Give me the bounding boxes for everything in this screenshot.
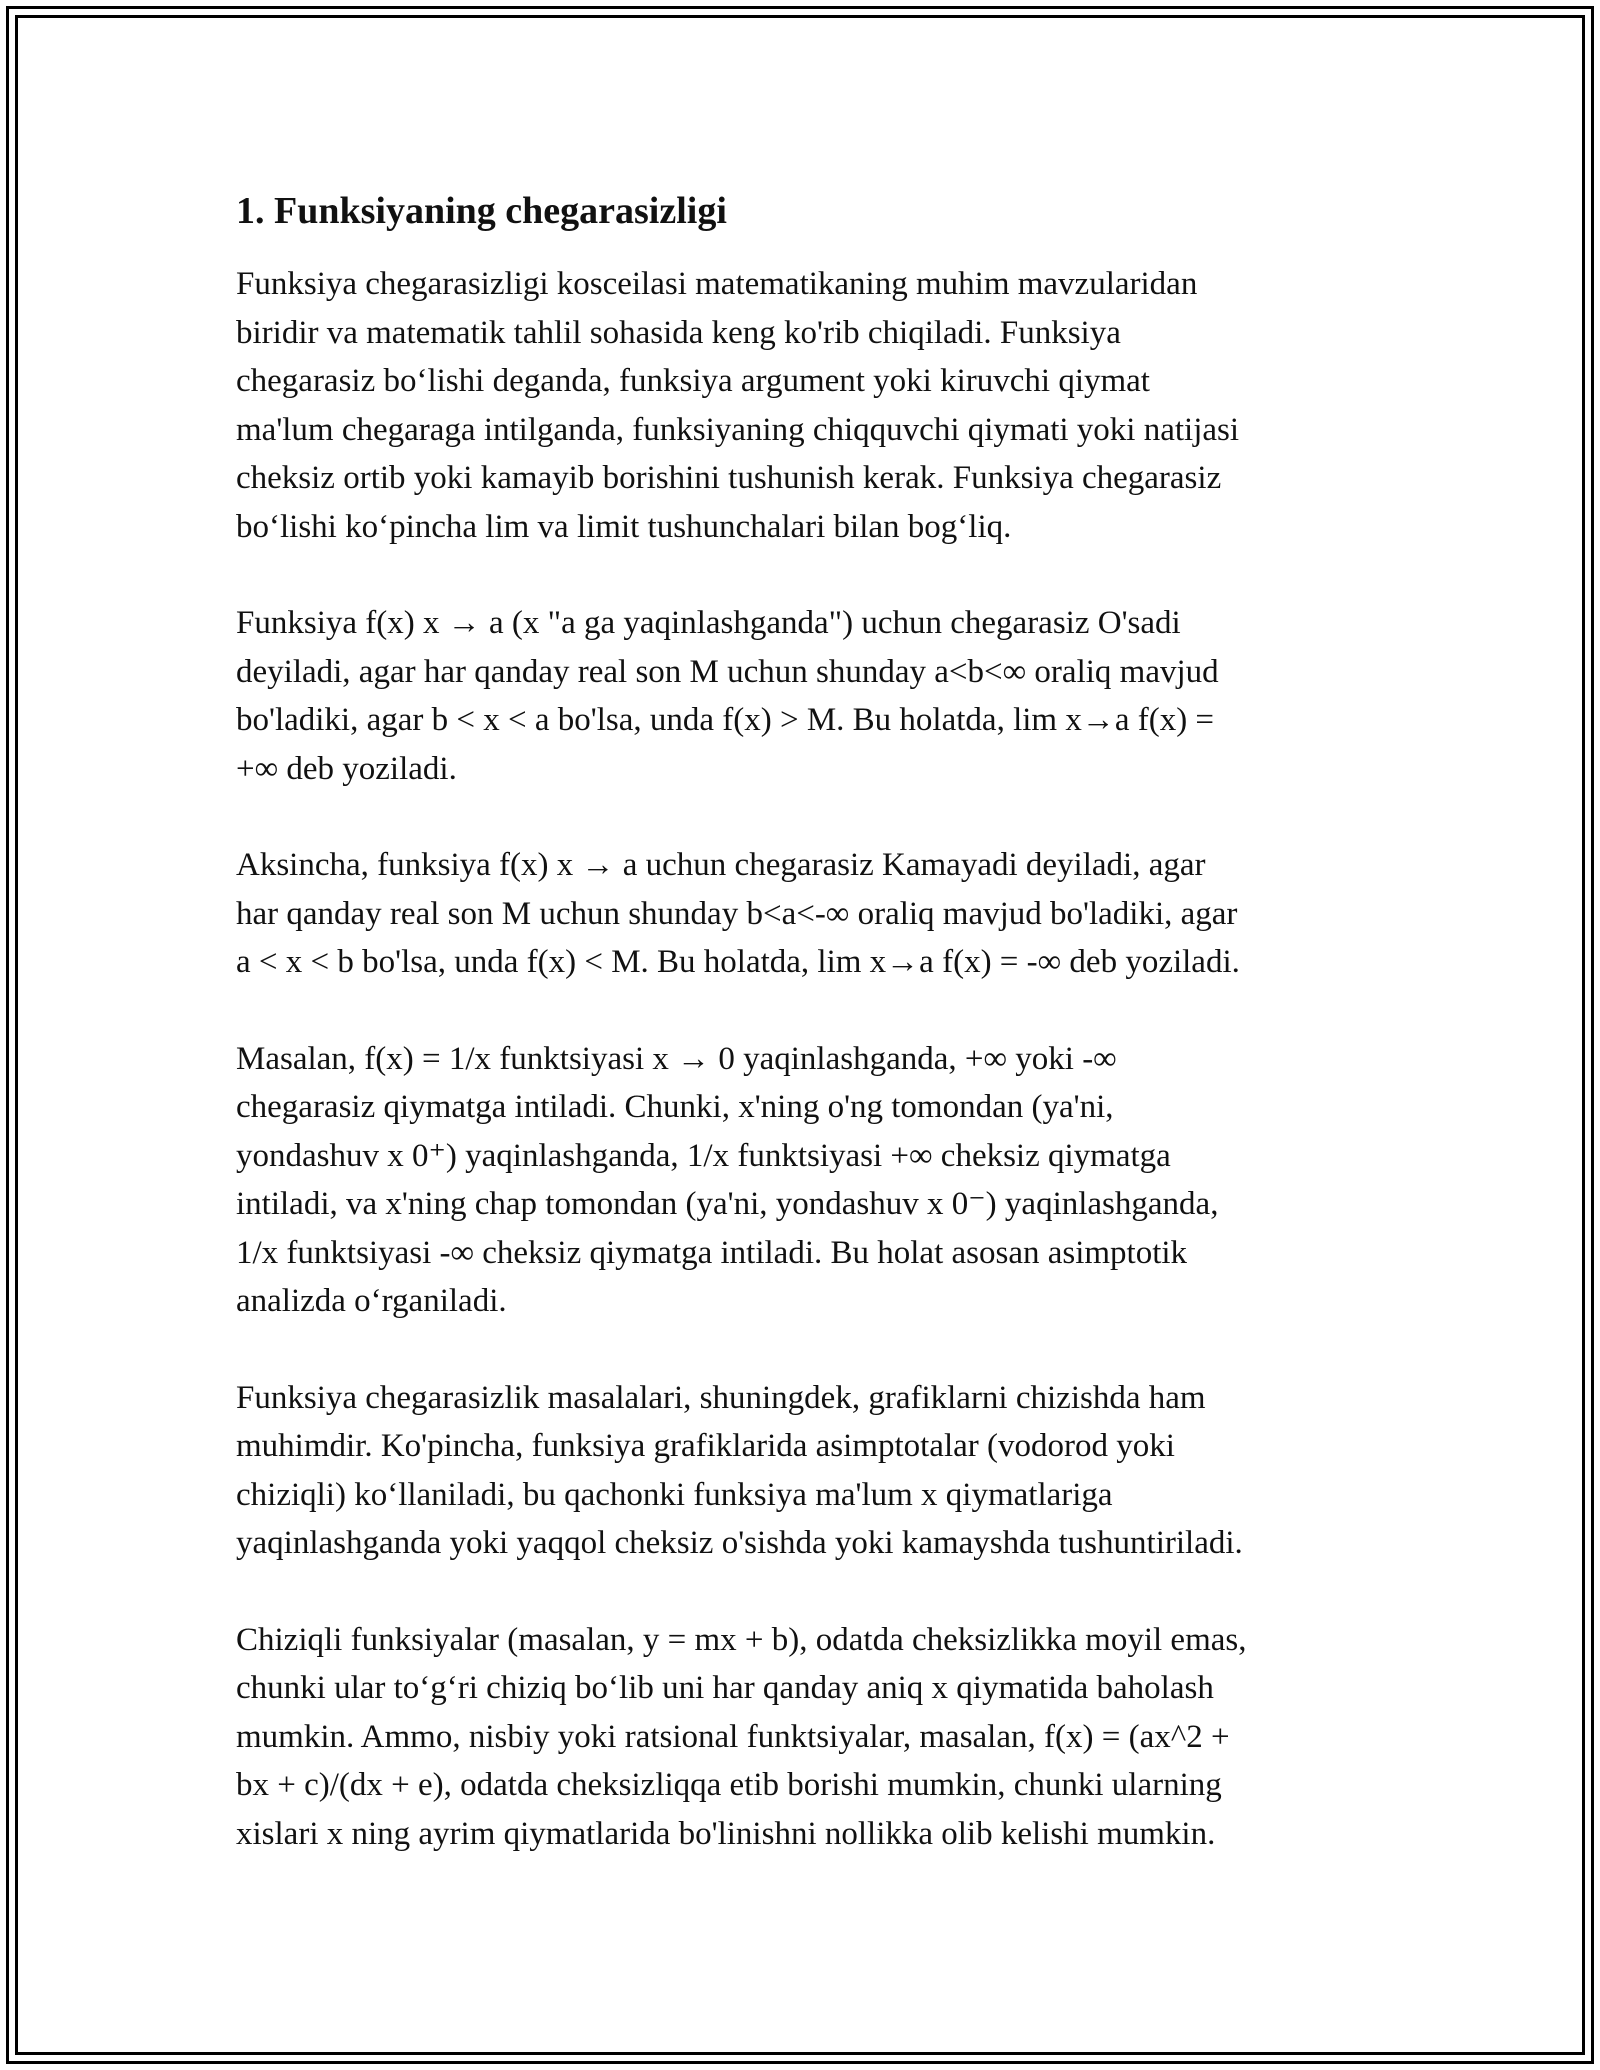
paragraph-example-reciprocal: Masalan, f(x) = 1/x funktsiyasi x → 0 yaqinlashganda, +∞ yoki -∞ chegarasiz qiymatga intiladi. Chunki, x'ning o'ng tomondan (ya'ni, yondashuv x 0⁺) yaqinlashganda, 1/x funktsiyasi +∞ cheksiz qiymatga intiladi, va x'ning chap tomondan (ya'ni, yondashuv x 0⁻) yaqinlashganda, 1/x funktsiyasi -∞ cheksiz qiymatga intiladi. Bu holat asosan asimptotik analizda o‘rganiladi. bbox=[236, 1040, 1219, 1319]
paragraph-intro: Funksiya chegarasizligi kosceilasi matematikaning muhim mavzularidan biridir va matematik tahlil sohasida keng ko'rib chiqiladi. Funksiya chegarasiz bo‘lishi deganda, funksiya argument yoki kiruvchi qiymat ma'lum chegaraga intilganda, funksiyaning chiqquvchi qiymati yoki natijasi cheksiz ortib yoki kamayib borishini tushunish kerak. Funksiya chegarasiz bo‘lishi ko‘pincha lim va limit tushunchalari bilan bog‘liq. bbox=[236, 266, 1240, 545]
paragraph-unbounded-decreasing: Aksincha, funksiya f(x) x → a uchun chegarasiz Kamayadi deyiladi, agar har qanday real son M uchun shunday b<a<-∞ oraliq mavjud bo'ladiki, agar a < x < b bo'lsa, unda f(x) < M. Bu holatda, lim x→a f(x) = -∞ deb yoziladi. bbox=[236, 847, 1240, 980]
paragraph-graphs-asymptotes: Funksiya chegarasizlik masalalari, shuningdek, grafiklarni chizishda ham muhimdir. Ko'pincha, funksiya grafiklarida asimptotalar (vodorod yoki chiziqli) ko‘llaniladi, bu qachonki funksiya ma'lum x qiymatlariga yaqinlashganda yoki yaqqol cheksiz o'sishda yoki kamayshda tushuntiriladi. bbox=[236, 1379, 1243, 1561]
paragraph-linear-rational: Chiziqli funksiyalar (masalan, y = mx + b), odatda cheksizlikka moyil emas, chunki ular to‘g‘ri chiziq bo‘lib uni har qanday aniq x qiymatida baholash mumkin. Ammo, nisbiy yoki ratsional funktsiyalar, masalan, f(x) = (ax^2 + bx + c)/(dx + e), odatda cheksizliqqa etib borishi mumkin, chunki ularning xislari x ning ayrim qiymatlarida bo'linishni nollikka olib kelishi mumkin. bbox=[236, 1621, 1247, 1852]
section-heading: 1. Funksiyaning chegarasizligi bbox=[236, 190, 727, 232]
paragraph-unbounded-increasing: Funksiya f(x) x → a (x "a ga yaqinlashganda") uchun chegarasiz O'sadi deyiladi, agar har qanday real son M uchun shunday a<b<∞ oraliq mavjud bo'ladiki, agar b < x < a bo'lsa, unda f(x) > M. Bu holatda, lim x→a f(x) = +∞ deb yoziladi. bbox=[236, 605, 1219, 787]
document-body bbox=[236, 186, 1368, 1858]
